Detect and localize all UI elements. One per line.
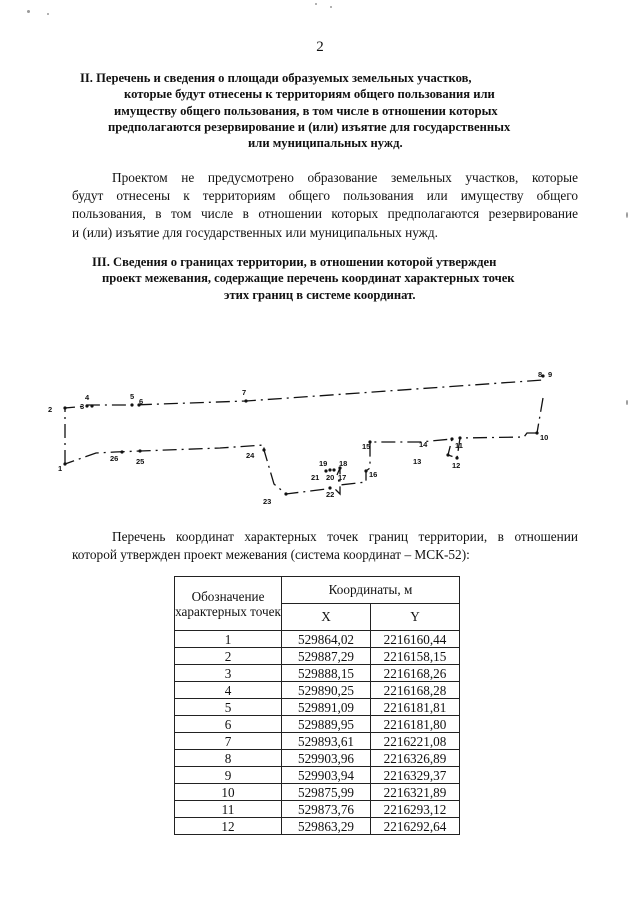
point-name-cell: 8 (175, 750, 282, 767)
y-coordinate-cell: 2216321,89 (371, 784, 460, 801)
heading-line: III. Сведения о границах территории, в отношении которой утвержден (92, 255, 497, 269)
boundary-points (63, 374, 544, 495)
y-coordinate-cell: 2216168,28 (371, 682, 460, 699)
heading-line: этих границ в системе координат. (224, 287, 416, 302)
paragraph-line: которой утвержден проект межевания (система координат – МСК-52): (72, 547, 470, 563)
section-3-heading (80, 254, 600, 303)
boundary-line (65, 376, 543, 494)
table-intro-paragraph (72, 528, 578, 564)
point-label: 24 (246, 451, 255, 460)
y-coordinate-cell: 2216158,15 (371, 648, 460, 665)
scan-speck (626, 212, 628, 218)
y-coordinate-cell: 2216160,44 (371, 631, 460, 648)
x-coordinate-cell: 529863,29 (282, 818, 371, 835)
point-label: 7 (242, 388, 247, 397)
point-name-cell: 7 (175, 733, 282, 750)
coordinates-table (174, 576, 460, 835)
heading-line: имуществу общего пользования, в том числе в отношении которых (114, 103, 498, 118)
column-header-points: Обозначение характерных точек (175, 577, 282, 631)
boundary-scheme (40, 360, 600, 510)
x-coordinate-cell: 529889,95 (282, 716, 371, 733)
point-name-cell: 11 (175, 801, 282, 818)
y-coordinate-cell: 2216181,80 (371, 716, 460, 733)
point-label: 5 (130, 392, 135, 401)
point-label: 16 (369, 470, 378, 479)
point-label: 23 (263, 497, 272, 506)
point-name-cell: 1 (175, 631, 282, 648)
point-label: 11 (455, 441, 463, 450)
heading-line: или муниципальных нужд. (248, 136, 403, 151)
point-name-cell: 4 (175, 682, 282, 699)
point-name-cell: 5 (175, 699, 282, 716)
table-row (175, 784, 460, 801)
point-label: 22 (326, 490, 335, 499)
point-label: 2 (48, 405, 53, 414)
paragraph-line: Перечень координат характерных точек границ территории, в отношении (112, 529, 578, 544)
table-row (175, 631, 460, 648)
point-label: 12 (452, 461, 461, 470)
point-label: 13 (413, 457, 422, 466)
point-label: 1 (58, 464, 63, 473)
point-label: 10 (540, 433, 549, 442)
table-row (175, 733, 460, 750)
point-name-cell: 10 (175, 784, 282, 801)
x-coordinate-cell: 529887,29 (282, 648, 371, 665)
point-name-cell: 3 (175, 665, 282, 682)
x-coordinate-cell: 529864,02 (282, 631, 371, 648)
point-label: 15 (362, 442, 371, 451)
point-label: 3 (80, 402, 85, 411)
point-label: 26 (110, 454, 119, 463)
x-coordinate-cell: 529888,15 (282, 665, 371, 682)
section-2-heading (80, 70, 600, 151)
scan-speck (330, 6, 332, 8)
scan-speck (315, 3, 317, 5)
table-row (175, 801, 460, 818)
table-row (175, 750, 460, 767)
y-coordinate-cell: 2216181,81 (371, 699, 460, 716)
point-label: 9 (548, 370, 553, 379)
table-row (175, 716, 460, 733)
x-coordinate-cell: 529893,61 (282, 733, 371, 750)
point-name-cell: 12 (175, 818, 282, 835)
point-label: 4 (85, 393, 90, 402)
heading-line: предполагаются резервирование и (или) изъятие для государственных (108, 119, 511, 134)
paragraph-line: пользования, в том числе в отношении которых предполагаются резервирование (72, 206, 578, 222)
section-2-paragraph (72, 169, 578, 242)
y-coordinate-cell: 2216221,08 (371, 733, 460, 750)
x-coordinate-cell: 529890,25 (282, 682, 371, 699)
table-row (175, 699, 460, 716)
x-coordinate-cell: 529873,76 (282, 801, 371, 818)
point-name-cell: 9 (175, 767, 282, 784)
table-row (175, 682, 460, 699)
scan-speck (626, 400, 628, 405)
point-name-cell: 6 (175, 716, 282, 733)
paragraph-line: Проектом не предусмотрено образование земельных участков, которые (112, 170, 578, 185)
y-coordinate-cell: 2216293,12 (371, 801, 460, 818)
heading-line: проект межевания, содержащие перечень координат характерных точек (102, 271, 515, 286)
point-label: 6 (139, 397, 144, 406)
scan-speck (47, 13, 49, 15)
point-label: 21 (311, 473, 320, 482)
heading-line: которые будут отнесены к территориям общего пользования или (124, 87, 495, 102)
point-label: 8 (538, 370, 543, 379)
table-row (175, 665, 460, 682)
y-coordinate-cell: 2216292,64 (371, 818, 460, 835)
column-header-coordinates: Координаты, м (282, 577, 460, 604)
point-label: 20 (326, 473, 335, 482)
column-header-y: Y (371, 604, 460, 631)
point-label: 14 (419, 440, 428, 449)
x-coordinate-cell: 529903,96 (282, 750, 371, 767)
paragraph-line: будут отнесены к территориям общего пользования или имуществу общего (72, 188, 578, 204)
point-label: 25 (136, 457, 145, 466)
point-label: 19 (319, 459, 328, 468)
x-coordinate-cell: 529903,94 (282, 767, 371, 784)
y-coordinate-cell: 2216329,37 (371, 767, 460, 784)
x-coordinate-cell: 529891,09 (282, 699, 371, 716)
paragraph-line: и (или) изъятие для государственных или муниципальных нужд. (72, 224, 438, 240)
column-header-x: X (282, 604, 371, 631)
point-label: 18 (339, 459, 348, 468)
table-row (175, 767, 460, 784)
heading-line: II. Перечень и сведения о площади образуемых земельных участков, (80, 71, 472, 85)
point-name-cell: 2 (175, 648, 282, 665)
scan-speck (27, 10, 30, 13)
y-coordinate-cell: 2216326,89 (371, 750, 460, 767)
x-coordinate-cell: 529875,99 (282, 784, 371, 801)
table-row (175, 818, 460, 835)
point-label: 17 (338, 473, 347, 482)
page-number: 2 (316, 39, 324, 55)
y-coordinate-cell: 2216168,26 (371, 665, 460, 682)
coordinates-table-body (175, 631, 460, 835)
table-row (175, 648, 460, 665)
